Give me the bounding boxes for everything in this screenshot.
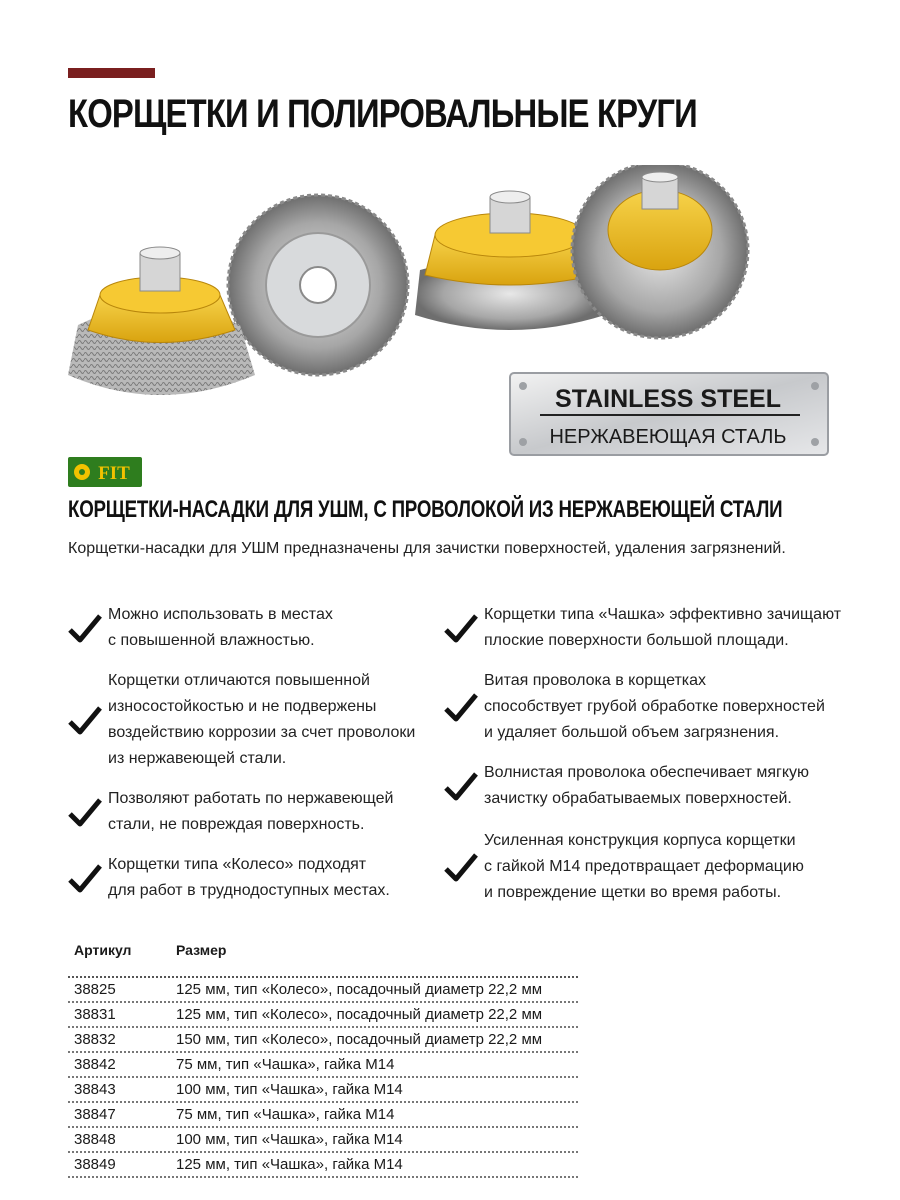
feature-line: износостойкостью и не подвержены bbox=[108, 698, 377, 715]
cell-size: 100 мм, тип «Чашка», гайка М14 bbox=[176, 1081, 403, 1098]
checkmark-icon bbox=[68, 613, 102, 643]
feature-line: и повреждение щетки во время работы. bbox=[484, 884, 782, 901]
knot-wheel-brush-nut-image bbox=[572, 165, 748, 338]
table-row bbox=[68, 1003, 578, 1028]
accent-bar bbox=[68, 68, 155, 78]
plate-line-1: STAINLESS STEEL bbox=[555, 385, 781, 413]
cell-size: 75 мм, тип «Чашка», гайка М14 bbox=[176, 1106, 395, 1123]
knot-wheel-brush-image bbox=[228, 195, 408, 375]
section-title: КОРЩЕТКИ-НАСАДКИ ДЛЯ УШМ, С ПРОВОЛОКОЙ ИЗ НЕРЖАВЕЮЩЕЙ СТАЛИ bbox=[68, 496, 783, 523]
feature-line: с гайкой М14 предотвращает деформацию bbox=[484, 858, 804, 875]
feature-left-3 bbox=[68, 786, 393, 838]
feature-left-2 bbox=[68, 668, 415, 772]
checkmark-icon bbox=[444, 692, 478, 722]
table-row bbox=[68, 978, 578, 1003]
cell-code: 38832 bbox=[74, 1031, 116, 1048]
cell-code: 38849 bbox=[74, 1156, 116, 1173]
header-size: Размер bbox=[176, 942, 227, 958]
table-row bbox=[68, 1103, 578, 1128]
checkmark-icon bbox=[444, 852, 478, 882]
header-code: Артикул bbox=[74, 942, 132, 958]
feature-line: с повышенной влажностью. bbox=[108, 632, 315, 649]
table-header bbox=[68, 936, 578, 964]
cell-size: 75 мм, тип «Чашка», гайка М14 bbox=[176, 1056, 395, 1073]
cell-size: 100 мм, тип «Чашка», гайка М14 bbox=[176, 1131, 403, 1148]
table-row bbox=[68, 1078, 578, 1103]
feature-line: Волнистая проволока обеспечивает мягкую bbox=[484, 764, 810, 781]
feature-line: и удаляет большой объем загрязнения. bbox=[484, 724, 780, 741]
feature-line: воздействию коррозии за счет проволоки bbox=[108, 724, 416, 741]
feature-right-3 bbox=[444, 760, 809, 812]
checkmark-icon bbox=[444, 613, 478, 643]
cell-code: 38847 bbox=[74, 1106, 116, 1123]
cell-code: 38842 bbox=[74, 1056, 116, 1073]
stainless-steel-plate bbox=[510, 373, 828, 455]
feature-line: Корщетки типа «Колесо» подходят bbox=[108, 856, 367, 873]
fit-logo bbox=[68, 457, 142, 487]
feature-line: плоские поверхности большой площади. bbox=[484, 632, 789, 649]
product-illustration bbox=[60, 165, 840, 465]
feature-left-1 bbox=[68, 602, 333, 654]
feature-line: Можно использовать в местах bbox=[108, 606, 333, 623]
cell-size: 150 мм, тип «Колесо», посадочный диаметр 22,2 мм bbox=[176, 1031, 543, 1048]
feature-line: Витая проволока в корщетках bbox=[484, 672, 707, 689]
feature-right-1 bbox=[444, 602, 841, 654]
table-row bbox=[68, 1128, 578, 1153]
feature-line: Усиленная конструкция корпуса корщетки bbox=[484, 832, 796, 849]
checkmark-icon bbox=[68, 797, 102, 827]
cell-code: 38831 bbox=[74, 1006, 116, 1023]
table-row bbox=[68, 1053, 578, 1078]
checkmark-icon bbox=[68, 705, 102, 735]
table-row bbox=[68, 1028, 578, 1053]
feature-line: для работ в труднодоступных местах. bbox=[108, 882, 390, 899]
crimped-cup-brush-image bbox=[68, 247, 255, 395]
brand-name: FIT bbox=[98, 463, 130, 484]
checkmark-icon bbox=[444, 771, 478, 801]
cell-size: 125 мм, тип «Чашка», гайка М14 bbox=[176, 1156, 403, 1173]
feature-line: зачистку обрабатываемых поверхностей. bbox=[484, 790, 792, 807]
section-intro: Корщетки-насадки для УШМ предназначены для зачистки поверхностей, удаления загрязнений. bbox=[68, 540, 786, 557]
feature-line: из нержавеющей стали. bbox=[108, 750, 287, 767]
feature-line: Позволяют работать по нержавеющей bbox=[108, 790, 394, 807]
plate-line-2: НЕРЖАВЕЮЩАЯ СТАЛЬ bbox=[549, 426, 787, 448]
table-divider bbox=[68, 964, 578, 978]
cell-code: 38825 bbox=[74, 981, 116, 998]
feature-line: Корщетки типа «Чашка» эффективно зачищают bbox=[484, 606, 842, 623]
checkmark-icon bbox=[68, 863, 102, 893]
cell-code: 38848 bbox=[74, 1131, 116, 1148]
table-row bbox=[68, 1153, 578, 1178]
feature-left-4 bbox=[68, 852, 390, 904]
cell-code: 38843 bbox=[74, 1081, 116, 1098]
feature-line: способствует грубой обработке поверхностей bbox=[484, 698, 825, 715]
cell-size: 125 мм, тип «Колесо», посадочный диаметр 22,2 мм bbox=[176, 981, 543, 998]
page-title: КОРЩЕТКИ И ПОЛИРОВАЛЬНЫЕ КРУГИ bbox=[68, 92, 697, 136]
cell-size: 125 мм, тип «Колесо», посадочный диаметр 22,2 мм bbox=[176, 1006, 543, 1023]
feature-line: Корщетки отличаются повышенной bbox=[108, 672, 370, 689]
feature-line: стали, не повреждая поверхность. bbox=[108, 816, 365, 833]
feature-right-2 bbox=[444, 668, 825, 746]
feature-right-4 bbox=[444, 828, 804, 906]
product-table bbox=[68, 936, 578, 1178]
